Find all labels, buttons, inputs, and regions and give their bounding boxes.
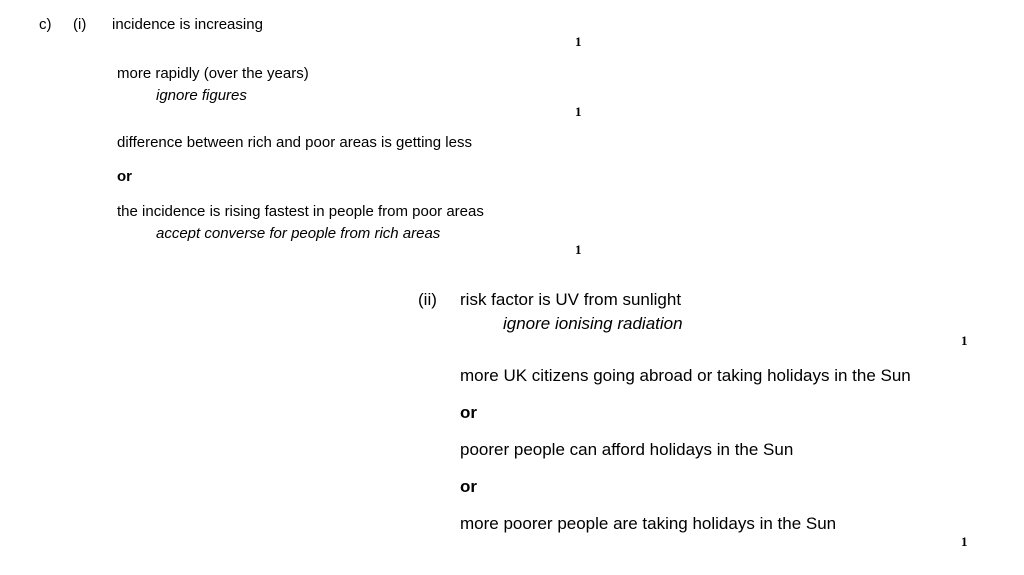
or-separator: or xyxy=(117,168,132,185)
answer-uk-citizens: more UK citizens going abroad or taking holidays in the Sun xyxy=(460,366,911,385)
subpart-ii-label: (ii) xyxy=(418,290,437,309)
answer-incidence: incidence is increasing xyxy=(112,16,263,33)
mark-ii-2: 1 xyxy=(961,534,968,549)
note-accept-converse: accept converse for people from rich areas xyxy=(156,225,441,242)
note-ignore-figures: ignore figures xyxy=(156,87,247,104)
answer-difference: difference between rich and poor areas is getting less xyxy=(117,134,472,151)
mark-i-3: 1 xyxy=(575,242,582,257)
answer-more-poorer: more poorer people are taking holidays in the Sun xyxy=(460,514,837,533)
question-label: c) xyxy=(39,16,52,33)
mark-i-1: 1 xyxy=(575,34,582,49)
answer-risk-factor: risk factor is UV from sunlight xyxy=(460,290,682,309)
note-ignore-ionising: ignore ionising radiation xyxy=(503,314,683,333)
or-separator: or xyxy=(460,403,477,422)
subpart-i-label: (i) xyxy=(73,16,87,33)
answer-rising-fastest: the incidence is rising fastest in people from poor areas xyxy=(117,203,484,220)
answer-rapidly: more rapidly (over the years) xyxy=(117,65,309,82)
mark-ii-1: 1 xyxy=(961,333,968,348)
mark-i-2: 1 xyxy=(575,104,582,119)
or-separator: or xyxy=(460,477,477,496)
answer-poorer-afford: poorer people can afford holidays in the Sun xyxy=(460,440,794,459)
